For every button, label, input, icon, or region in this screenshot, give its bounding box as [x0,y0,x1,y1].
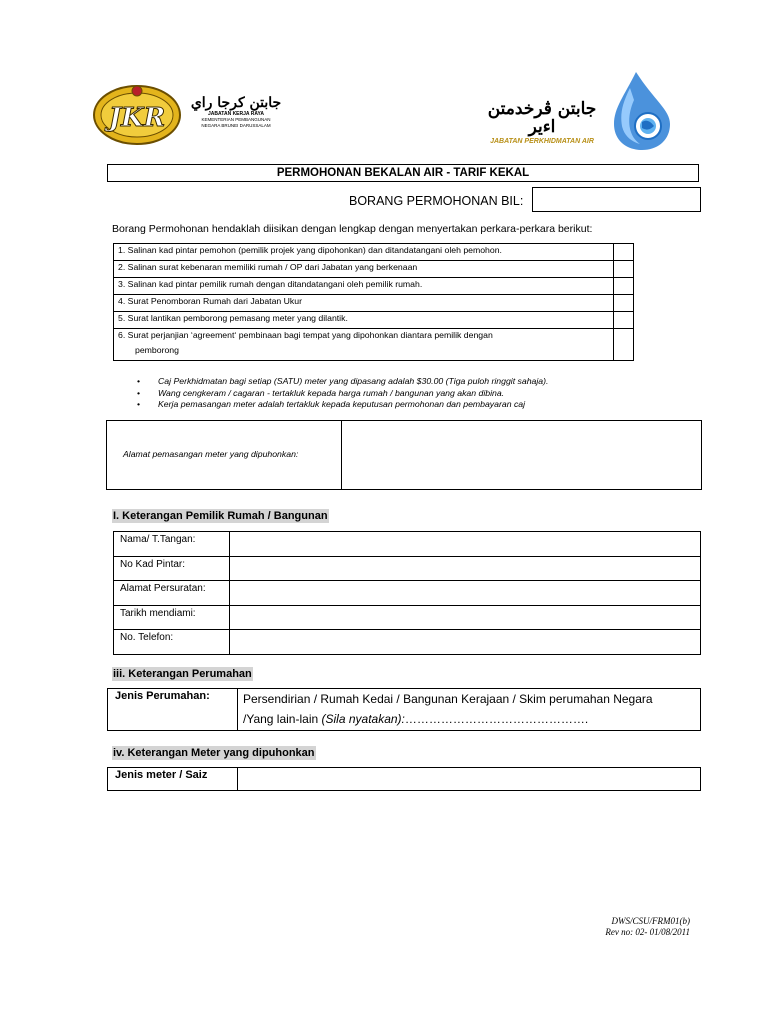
checklist-row [114,312,634,329]
section-housing-heading: iii. Keterangan Perumahan [113,668,252,680]
note-item: • Wang cengkeram / cagaran - tertakluk kepada harga rumah / bangunan yang akan dibina. [137,388,637,400]
checklist-item: 3. Salinan kad pintar pemilik rumah dengan ditandatangani oleh pemilik rumah. [114,278,614,295]
owner-row [114,581,701,606]
meter-table [107,767,701,791]
checklist-checkbox[interactable] [614,312,634,329]
jkr-logo-text: JKR [108,103,166,133]
housing-other-line [243,709,700,729]
housing-other-prefix: /Yang lain-lain [243,712,322,726]
checklist-checkbox[interactable] [614,278,634,295]
checklist-checkbox[interactable] [614,295,634,312]
checklist-row [114,278,634,295]
install-address-label-cell [107,421,342,489]
jkr-name: JABATAN KERJA RAYA [208,111,264,117]
jkr-logo [92,82,182,146]
owner-table [113,531,701,655]
meter-size-label: Jenis meter / Saiz [108,768,238,791]
section-meter-heading: iv. Keterangan Meter yang dipuhonkan [113,747,315,759]
checklist-item-line2: pemborong [135,345,179,355]
owner-phone-field[interactable] [230,630,701,655]
housing-row [108,689,701,731]
checklist-item: 4. Surat Penomboran Rumah dari Jabatan Ukur [114,295,614,312]
water-drop-logo-icon [606,70,678,152]
checklist-item-line1: 6. Surat perjanjian ‘agreement‘ pembinaan bagi tempat yang dipohonkan diantara pemilik dengan [118,330,493,340]
owner-ic-field[interactable] [230,556,701,581]
form-footer [570,916,690,938]
install-address-box [106,420,702,490]
form-code: DWS/CSU/FRM01(b) [611,916,690,926]
owner-row [114,630,701,655]
jpa-name: JABATAN PERKHIDMATAN AIR [490,138,594,145]
checklist-row [114,295,634,312]
document-checklist [113,243,634,361]
notes-list [137,376,637,411]
checklist-row [114,329,634,361]
owner-field-label: No. Telefon: [114,630,230,655]
checklist-item: 1. Salinan kad pintar pemohon (pemilik projek yang dipohonkan) dan ditandatangani oleh pemohon. [114,244,614,261]
jkr-ministry: KEMENTERIAN PEMBANGUNAN [201,117,271,122]
jkr-country: NEGARA BRUNEI DARUSSALAM [201,123,271,128]
housing-type-field[interactable] [238,689,701,731]
form-title: PERMOHONAN BEKALAN AIR - TARIF KEKAL [107,164,699,182]
housing-other-italic: (Sila nyatakan): [321,712,405,726]
note-item: • Kerja pemasangan meter adalah tertakluk kepada keputusan permohonan dan pembayaran caj [137,399,637,411]
housing-other-dots: ………………………………………. [404,712,589,726]
form-number-label: BORANG PERMOHONAN BIL: [349,194,524,208]
checklist-row [114,244,634,261]
note-item: • Caj Perkhidmatan bagi setiap (SATU) meter yang dipasang adalah $30.00 (Tiga puloh ringgit sahaja). [137,376,637,388]
jkr-arabic-name: جابتن كرجا راي [190,95,282,111]
housing-options: Persendirian / Rumah Kedai / Bangunan Kerajaan / Skim perumahan Negara [243,692,653,706]
owner-field-label: Nama/ T.Tangan: [114,532,230,557]
form-number-field[interactable] [532,187,701,212]
owner-field-label: Tarikh mendiami: [114,605,230,630]
section-owner-heading: I. Keterangan Pemilik Rumah / Bangunan [113,510,328,522]
owner-field-label: Alamat Persuratan: [114,581,230,606]
meter-row [108,768,701,791]
jpa-wordmark [474,99,610,145]
owner-name-field[interactable] [230,532,701,557]
owner-row [114,532,701,557]
owner-date-field[interactable] [230,605,701,630]
form-revision: Rev no: 02- 01/08/2011 [605,927,690,937]
housing-table [107,688,701,731]
jkr-wordmark [186,96,286,136]
housing-type-label: Jenis Perumahan: [108,689,238,731]
owner-row [114,605,701,630]
meter-size-field[interactable] [238,768,701,791]
checklist-checkbox[interactable] [614,261,634,278]
checklist-item [114,329,614,361]
install-address-label: Alamat pemasangan meter yang dipuhonkan: [123,449,299,459]
checklist-checkbox[interactable] [614,329,634,361]
owner-row [114,556,701,581]
checklist-item: 2. Salinan surat kebenaran memiliki rumah / OP dari Jabatan yang berkenaan [114,261,614,278]
owner-address-field[interactable] [230,581,701,606]
jpa-arabic-name: جابتن ڤرخدمتن اءير [487,99,597,137]
intro-text: Borang Permohonan hendaklah diisikan dengan lengkap dengan menyertakan perkara-perkara berikut: [112,223,593,235]
checklist-item: 5. Surat lantikan pemborong pemasang meter yang dilantik. [114,312,614,329]
owner-field-label: No Kad Pintar: [114,556,230,581]
checklist-row [114,261,634,278]
checklist-checkbox[interactable] [614,244,634,261]
install-address-field[interactable] [342,421,701,489]
